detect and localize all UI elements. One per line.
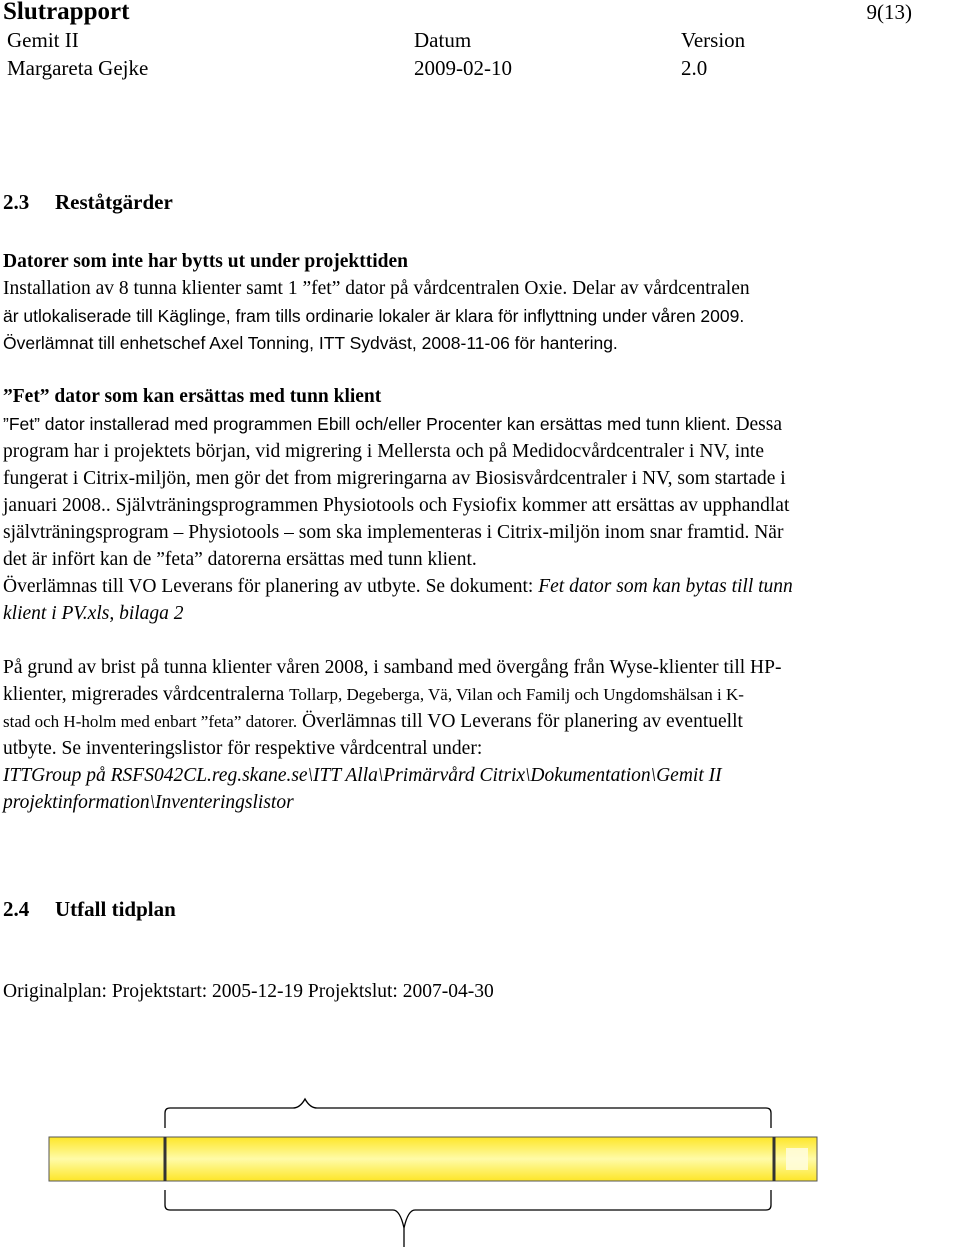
- paragraph-line: Överlämnas till VO Leverans för planering av utbyte. Se dokument: Fet dator som kan bytas till tunn: [3, 576, 793, 597]
- bottom-brace: [165, 1190, 771, 1247]
- date-value: 2009-02-10: [414, 56, 512, 80]
- page-number: 9(13): [866, 0, 912, 24]
- author-name: Margareta Gejke: [7, 56, 149, 80]
- version-value: 2.0: [681, 56, 708, 80]
- paragraph-line: januari 2008.. Självträningsprogrammen Physiotools och Fysiofix kommer att ersättas av upphandlat: [3, 495, 790, 516]
- date-label: Datum: [414, 28, 472, 52]
- paragraph-line: utbyte. Se inventeringslistor för respektive vårdcentral under:: [3, 738, 483, 759]
- section-title: Utfall tidplan: [55, 897, 176, 921]
- version-label: Version: [681, 28, 746, 52]
- paragraph-line: är utlokaliserade till Käglinge, fram tills ordinarie lokaler är klara för inflyttning under våren 2009.: [3, 306, 745, 326]
- paragraph-line: program har i projektets början, vid migrering i Mellersta och på Medidocvårdcentraler i NV, inte: [3, 441, 764, 462]
- paragraph-line: stad och H-holm med enbart ”feta” datorer. Överlämnas till VO Leverans för planering av eventuellt: [3, 711, 743, 732]
- file-path: ITTGroup på RSFS042CL.reg.skane.se\ITT Alla\Primärvård Citrix\Dokumentation\Gemit II: [3, 765, 722, 786]
- paragraph-line: fungerat i Citrix-miljön, men gör det from migreringarna av Biosisvårdcentraler i NV, som startade i: [3, 468, 786, 489]
- file-path: projektinformation\Inventeringslistor: [3, 792, 294, 813]
- timeline-end-highlight: [786, 1148, 808, 1170]
- paragraph-line: På grund av brist på tunna klienter våren 2008, i samband med övergång från Wyse-klienter till HP-: [3, 657, 782, 678]
- section-number: 2.4: [3, 897, 30, 921]
- subheading-fat-computer: ”Fet” dator som kan ersättas med tunn klient: [3, 386, 382, 407]
- section-number: 2.3: [3, 190, 30, 214]
- paragraph-line: klienter, migrerades vårdcentralerna Tollarp, Degeberga, Vä, Vilan och Familj och Ungdomshälsan i K-: [3, 684, 744, 705]
- document-reference: Fet dator som kan bytas till tunn: [538, 576, 793, 597]
- paragraph-line: ”Fet” dator installerad med programmen Ebill och/eller Procenter kan ersättas med tunn klient. Dessa: [3, 414, 783, 435]
- paragraph-line: Installation av 8 tunna klienter samt 1 ”fet” dator på vårdcentralen Oxie. Delar av vårdcentralen: [3, 278, 750, 299]
- top-brace: [165, 1099, 771, 1128]
- subheading-not-replaced: Datorer som inte har bytts ut under projekttiden: [3, 251, 408, 272]
- original-plan: Originalplan: Projektstart: 2005-12-19 Projektslut: 2007-04-30: [3, 981, 494, 1002]
- paragraph-line: det är infört kan de ”feta” datorerna ersättas med tunn klient.: [3, 549, 477, 570]
- document-title: Slutrapport: [3, 0, 130, 25]
- project-name: Gemit II: [7, 28, 79, 52]
- paragraph-line: Överlämnat till enhetschef Axel Tonning, ITT Sydväst, 2008-11-06 för hantering.: [3, 333, 618, 353]
- section-title: Reståtgärder: [55, 190, 173, 214]
- document-reference: klient i PV.xls, bilaga 2: [3, 603, 184, 624]
- paragraph-line: självträningsprogram – Physiotools – som ska implementeras i Citrix-miljön inom snar framtid. När: [3, 522, 784, 543]
